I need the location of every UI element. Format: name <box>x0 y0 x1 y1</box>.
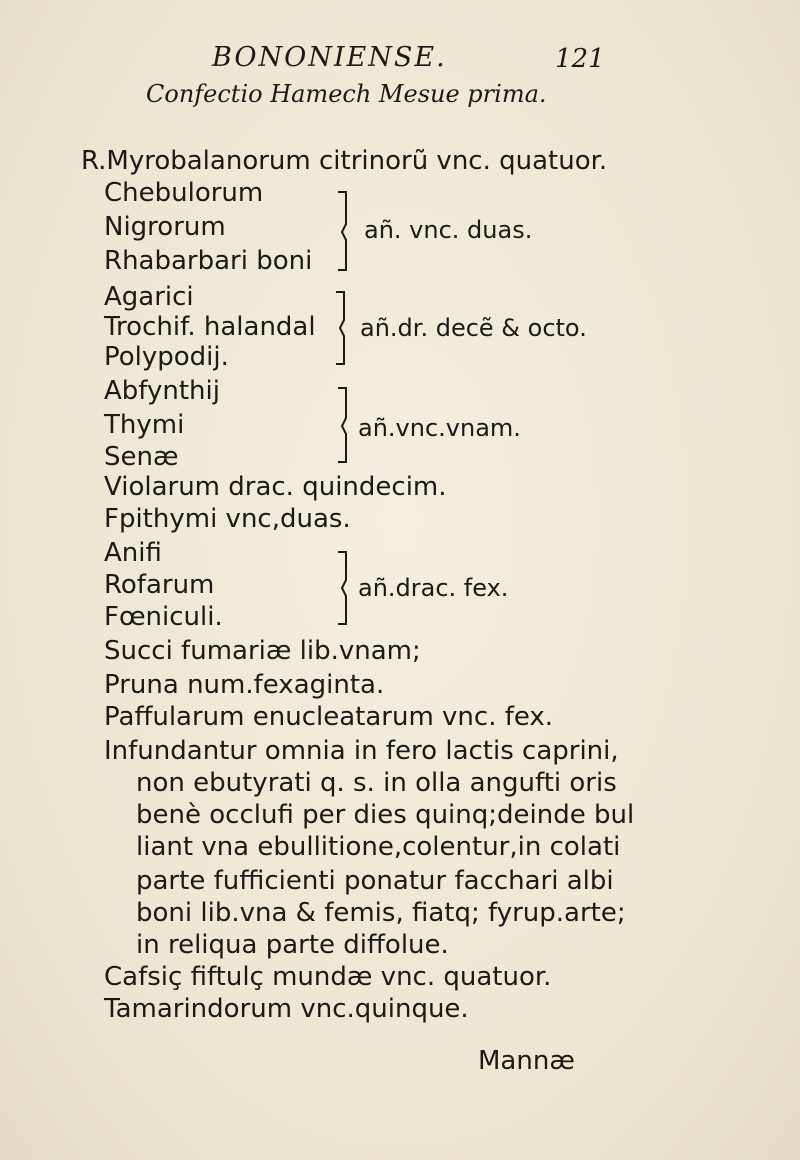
brace-mark <box>336 188 350 276</box>
text-line: R.Myrobalanorum citrinorũ vnc. quatuor. <box>81 146 608 176</box>
text-line: Pruna num.fexaginta. <box>104 670 385 700</box>
brace-mark <box>336 384 350 468</box>
text-line: benè occlufi per dies quinq;deinde bul <box>136 800 635 830</box>
brace-mark <box>336 548 350 630</box>
text-line: Abfynthij <box>104 376 220 406</box>
text-line: parte fufficienti ponatur facchari albi <box>136 866 614 896</box>
text-line: Cafsiç fiftulç mundæ vnc. quatuor. <box>104 962 552 992</box>
text-line: Violarum drac. quindecim. <box>104 472 447 502</box>
text-line: Infundantur omnia in fero lactis caprini, <box>104 736 619 766</box>
group-quantity: añ.drac. fex. <box>358 574 509 602</box>
text-line: in reliqua parte diffolue. <box>136 930 449 960</box>
text-line: Succi fumariæ lib.vnam; <box>104 636 421 666</box>
text-line: Agarici <box>104 282 194 312</box>
text-line: Tamarindorum vnc.quinque. <box>104 994 469 1024</box>
text-line: Fpithymi vnc,duas. <box>104 504 351 534</box>
text-line: Polypodij. <box>104 342 229 372</box>
group-quantity: añ.dr. decẽ & octo. <box>360 314 587 342</box>
catchword: Mannæ <box>478 1046 575 1076</box>
text-line: non ebutyrati q. s. in olla angufti oris <box>136 768 617 798</box>
recipe-title: Confectio Hamech Mesue prima. <box>146 80 547 108</box>
page-number: 121 <box>555 44 605 74</box>
group-quantity: añ.vnc.vnam. <box>358 414 521 442</box>
text-line: Thymi <box>104 410 185 440</box>
text-line: Nigrorum <box>104 212 226 242</box>
text-line: boni lib.vna & femis, fiatq; fyrup.arte; <box>136 898 626 928</box>
text-line: Chebulorum <box>104 178 264 208</box>
text-line: Trochif. halandal <box>104 312 316 342</box>
text-line: Rhabarbari boni <box>104 246 313 276</box>
text-line: Paffularum enucleatarum vnc. fex. <box>104 702 554 732</box>
text-line: Anifi <box>104 538 162 568</box>
brace-mark <box>334 288 348 370</box>
text-line: Fœniculi. <box>104 602 223 632</box>
text-line: liant vna ebullitione,colentur,in colati <box>136 832 621 862</box>
text-line: Senæ <box>104 442 179 472</box>
group-quantity: añ. vnc. duas. <box>364 216 533 244</box>
running-title: BONONIENSE. <box>212 42 447 73</box>
text-line: Rofarum <box>104 570 215 600</box>
